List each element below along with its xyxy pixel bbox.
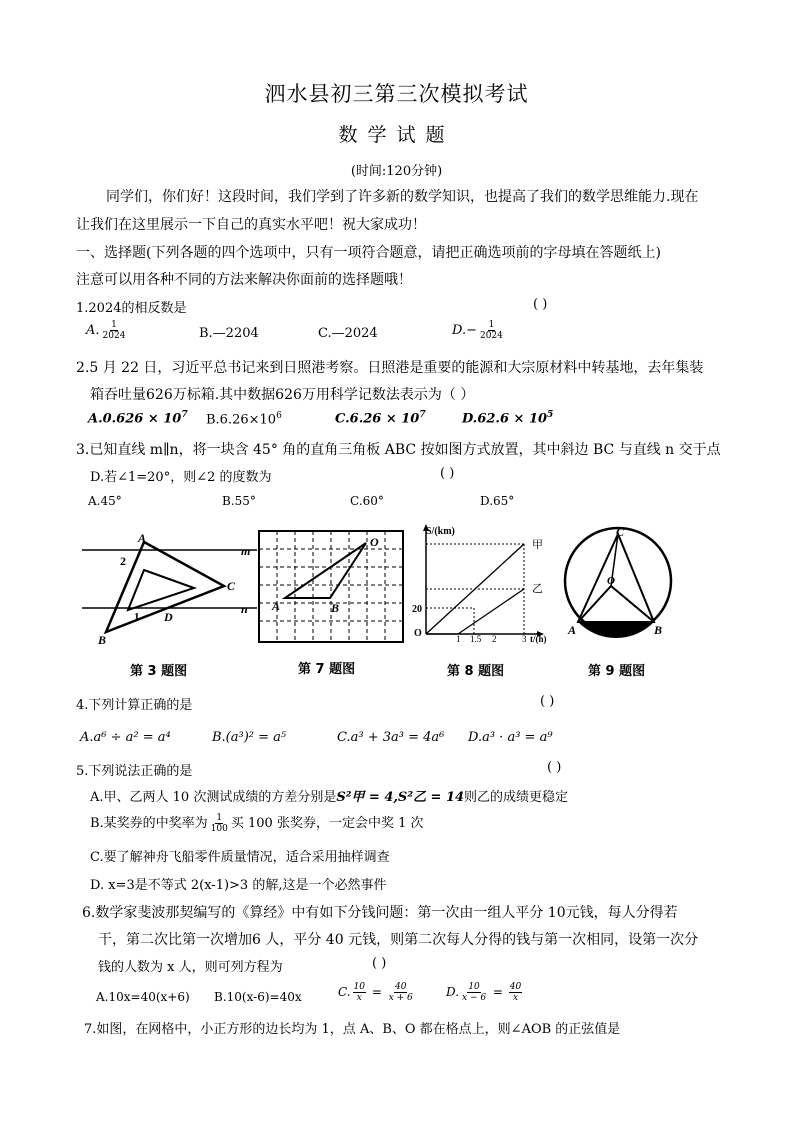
q1-option-a[interactable]: A. $\frac{1}{2024}$ xyxy=(86,320,126,341)
fig7-label-a: A xyxy=(272,599,281,613)
exam-title: 泗水县初三第三次模拟考试 xyxy=(264,82,529,106)
q2-option-b[interactable]: $B.6.26\times 10^6$ xyxy=(206,411,282,428)
fig9-label-b: B xyxy=(654,623,663,637)
q6-option-c[interactable]: C. $\frac{10}{x}$ = $\frac{40}{x + 6}$ xyxy=(338,982,413,1003)
section-heading: 一、选择题(下列各题的四个选项中，只有一项符合题意，请把正确选项前的字母填在答题纸上) xyxy=(76,245,661,261)
fig3-label-1: 1 xyxy=(134,611,140,623)
q6-line-2: 干，第二次比第一次增加6 人，平分 40 元钱，则第二次每人分得的钱与第一次相同，设第一次分 xyxy=(98,932,699,948)
fig3-label-d: D xyxy=(164,610,173,624)
section-note: 注意可以用各种不同的方法来解决你面前的选择题哦！ xyxy=(76,272,412,288)
q7-line-1: 7.如图，在网格中，小正方形的边长均为 1，点 A、B、O 都在格点上，则∠AOB 的正弦值是 xyxy=(84,1022,621,1037)
q3-bracket: ( ) xyxy=(440,466,455,481)
fig7-label-o: O xyxy=(370,535,379,549)
q4-bracket: ( ) xyxy=(540,694,555,709)
q5-option-b[interactable]: B.某奖券的中奖率为 $\frac{1}{100}$ 买 100 张奖券，一定会中奖 1 次 xyxy=(90,813,424,834)
fig8-origin: O xyxy=(414,628,422,639)
q5-bracket: ( ) xyxy=(547,760,562,775)
fig8-tick-1: 1 xyxy=(456,634,461,644)
fig7-label-b: B xyxy=(331,601,340,615)
q2-option-d[interactable]: $D.62.6 \times 10^5$ xyxy=(462,410,554,427)
figure-7 xyxy=(258,530,408,646)
q2-line-1: 2.5 月 22 日，习近平总书记来到日照港考察。日照港是重要的能源和大宗原材料中转基地，去年集装 xyxy=(76,360,704,376)
q1-bracket: ( ) xyxy=(533,297,548,312)
q6-line-3: 钱的人数为 x 人，则可列方程为 xyxy=(98,960,283,975)
q3-option-c[interactable]: C.60° xyxy=(350,494,384,508)
fig3-label-a: A xyxy=(138,531,147,545)
q4-option-d[interactable]: D.a³ · a³ = a⁹ xyxy=(468,730,553,745)
q3-line-2: D.若∠1=20°，则∠2 的度数为 xyxy=(90,470,272,485)
fig8-tick-3: 3 xyxy=(522,634,527,644)
fig3-label-m: m xyxy=(241,544,251,558)
fig9-label-a: A xyxy=(568,623,577,637)
fig3-caption: 第 3 题图 xyxy=(130,664,188,679)
fig8-label-yi: 乙 xyxy=(532,583,543,595)
q1-option-d[interactable]: D.− $\frac{1}{2024}$ xyxy=(452,320,503,341)
q5-option-d[interactable]: D. x=3是不等式 2(x-1)>3 的解,这是一个必然事件 xyxy=(90,878,387,893)
time-limit: (时间:120分钟) xyxy=(350,164,443,179)
subject-title: 数学试题 xyxy=(338,124,455,146)
q6-bracket: ( ) xyxy=(372,956,387,971)
intro-line-1: 同学们，你们好！这段时间，我们学到了许多新的数学知识，也提高了我们的数学思维能力.现在 xyxy=(106,189,699,205)
figure-9 xyxy=(560,524,676,642)
fig8-label-jia: 甲 xyxy=(532,539,543,551)
q3-option-d[interactable]: D.65° xyxy=(480,494,515,508)
q5-option-a[interactable]: A.甲、乙两人 10 次测试成绩的方差分别是S²甲 = 4,S²乙 = 14则乙的成绩更稳定 xyxy=(90,790,569,805)
q3-line-1: 3.已知直线 m∥n，将一块含 45° 角的直角三角板 ABC 按如图方式放置，其中斜边 BC 与直线 n 交于点 xyxy=(76,442,721,458)
fig9-label-c: C xyxy=(616,525,625,539)
q4-option-a[interactable]: A.a⁶ ÷ a² = a⁴ xyxy=(80,730,171,745)
q2-option-c[interactable]: $C.6.26 \times 10^7$ xyxy=(335,410,426,427)
fig8-tick-15: 1.5 xyxy=(470,634,482,644)
fig3-label-c: C xyxy=(227,579,236,593)
q5-stem: 5.下列说法正确的是 xyxy=(76,764,193,779)
fig3-label-2: 2 xyxy=(120,554,126,568)
figure-8 xyxy=(412,522,562,646)
q6-option-b[interactable]: B.10(x-6)=40x xyxy=(214,990,302,1004)
figure-3 xyxy=(82,528,257,646)
q1-option-c[interactable]: C.—2024 xyxy=(318,326,378,341)
q6-option-a[interactable]: A.10x=40(x+6) xyxy=(96,990,190,1004)
q6-option-d[interactable]: D. $\frac{10}{x - 6}$ = $\frac{40}{x}$ xyxy=(446,982,522,1003)
fig8-tick-20: 20 xyxy=(412,604,422,615)
q2-line-2: 箱吞吐量626万标箱.其中数据626万用科学记数法表示为（ ） xyxy=(90,387,475,403)
q1-option-b[interactable]: B.—2204 xyxy=(199,326,259,341)
fig7-caption: 第 7 题图 xyxy=(298,662,356,677)
q3-option-b[interactable]: B.55° xyxy=(222,494,256,508)
q3-option-a[interactable]: A.45° xyxy=(88,494,122,508)
fig8-tick-2: 2 xyxy=(492,634,497,644)
fig9-caption: 第 9 题图 xyxy=(588,664,646,679)
fig8-yaxis-label: S/(km) xyxy=(426,526,455,537)
fig8-caption: 第 8 题图 xyxy=(447,664,505,679)
q4-stem: 4.下列计算正确的是 xyxy=(76,698,193,713)
fig9-label-o: O xyxy=(607,575,615,587)
q2-option-a[interactable]: $A.0.626 \times 10^7$ xyxy=(88,410,188,427)
q1-stem: 1.2024的相反数是 xyxy=(76,301,187,316)
q4-option-c[interactable]: C.a³ + 3a³ = 4a⁶ xyxy=(337,730,445,745)
fig8-xaxis-label: t/(h) xyxy=(530,634,547,644)
intro-line-2: 让我们在这里展示一下自己的真实水平吧！祝大家成功！ xyxy=(76,217,426,233)
fig3-label-n: n xyxy=(241,602,248,616)
q4-option-b[interactable]: B.(a³)² = a⁵ xyxy=(212,730,287,745)
q5-option-c[interactable]: C.要了解神舟飞船零件质量情况，适合采用抽样调查 xyxy=(90,850,390,865)
q6-line-1: 6.数学家斐波那契编写的《算经》中有如下分钱问题：第一次由一组人平分 10元钱，每人分得若 xyxy=(82,905,678,921)
fig3-label-b: B xyxy=(98,633,107,646)
